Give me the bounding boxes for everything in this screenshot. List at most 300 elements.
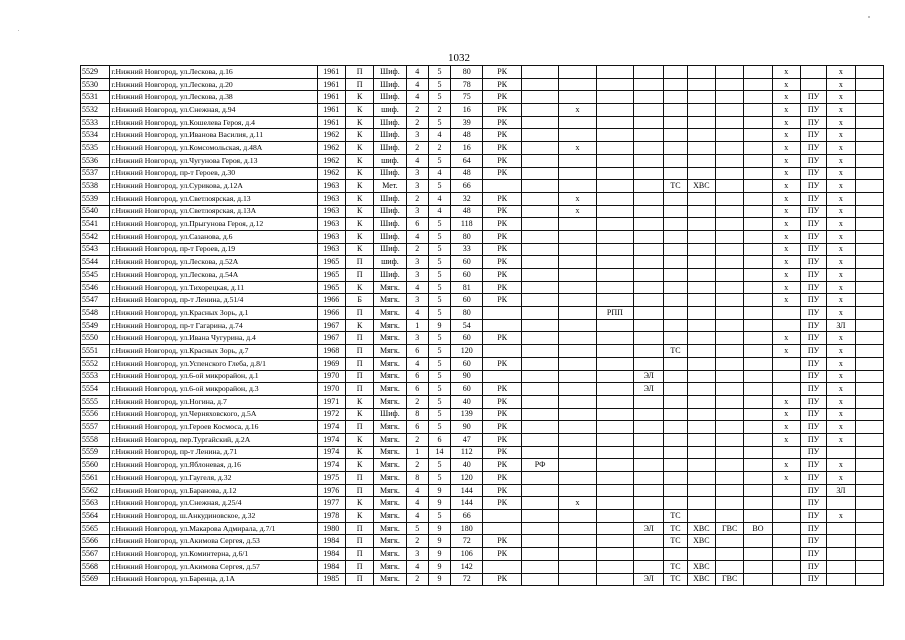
- housing-register-table: [80, 65, 884, 586]
- cell-col-extra: [855, 510, 883, 523]
- cell-col-hvs: [687, 370, 715, 383]
- cell-col-extra: [855, 116, 883, 129]
- cell-apartments: 32: [451, 192, 483, 205]
- cell-col-gvs: [715, 281, 743, 294]
- cell-col-mark: х: [772, 218, 800, 231]
- cell-col-x: х: [559, 192, 596, 205]
- cell-col-rf: [521, 154, 558, 167]
- cell-col-extra: [855, 472, 883, 485]
- cell-house-number: 5567: [81, 548, 110, 561]
- cell-col-zl: х: [827, 357, 855, 370]
- cell-wall-material: К: [345, 154, 373, 167]
- cell-col-rf: [521, 560, 558, 573]
- cell-roof-type: Мягк.: [374, 281, 406, 294]
- cell-col-gvs: [715, 319, 743, 332]
- cell-col-gvs: [715, 91, 743, 104]
- cell-col-ts: [664, 370, 687, 383]
- cell-entrances: 4: [406, 230, 428, 243]
- cell-roof-type: Мягк.: [374, 370, 406, 383]
- cell-entrances: 2: [406, 535, 428, 548]
- cell-build-year: 1970: [317, 383, 345, 396]
- table-row: [81, 269, 884, 282]
- cell-entrances: 6: [406, 383, 428, 396]
- cell-col-rf: [521, 484, 558, 497]
- cell-apartments: 39: [451, 116, 483, 129]
- cell-house-number: 5548: [81, 307, 110, 320]
- cell-build-year: 1961: [317, 78, 345, 91]
- cell-roof-type: Мягк.: [374, 319, 406, 332]
- cell-build-year: 1971: [317, 395, 345, 408]
- cell-col-vo: [744, 269, 772, 282]
- cell-col-gvs: [715, 383, 743, 396]
- cell-col-mark: х: [772, 459, 800, 472]
- cell-col-zl: х: [827, 91, 855, 104]
- cell-col-el: [634, 256, 664, 269]
- cell-build-year: 1985: [317, 573, 345, 586]
- cell-col-pu: ПУ: [800, 497, 826, 510]
- cell-build-year: 1962: [317, 154, 345, 167]
- cell-col-rpp: [596, 510, 633, 523]
- cell-apartments: 72: [451, 573, 483, 586]
- cell-house-number: 5532: [81, 104, 110, 117]
- cell-col-mark: х: [772, 408, 800, 421]
- table-row: [81, 472, 884, 485]
- cell-col-el: [634, 180, 664, 193]
- cell-col-rpp: [596, 281, 633, 294]
- cell-col-rpp: [596, 370, 633, 383]
- cell-col-rpp: [596, 548, 633, 561]
- cell-build-year: 1961: [317, 66, 345, 79]
- cell-col-el: [634, 345, 664, 358]
- cell-col-rk: РК: [483, 395, 521, 408]
- table-row: [81, 104, 884, 117]
- cell-build-year: 1984: [317, 535, 345, 548]
- cell-floors: 9: [428, 548, 450, 561]
- cell-col-zl: [827, 535, 855, 548]
- cell-col-zl: х: [827, 421, 855, 434]
- cell-apartments: 48: [451, 167, 483, 180]
- cell-entrances: 6: [406, 421, 428, 434]
- table-row: [81, 510, 884, 523]
- cell-address: г.Нижний Новгород, ул.Лескова, д.38: [110, 91, 317, 104]
- cell-col-gvs: [715, 192, 743, 205]
- cell-col-x: [559, 332, 596, 345]
- cell-address: г.Нижний Новгород, ул.Ивана Чугурина, д.4: [110, 332, 317, 345]
- cell-col-gvs: [715, 510, 743, 523]
- cell-col-zl: ЗЛ: [827, 319, 855, 332]
- cell-roof-type: Шиф.: [374, 116, 406, 129]
- cell-floors: 9: [428, 497, 450, 510]
- cell-col-x: [559, 395, 596, 408]
- cell-col-extra: [855, 573, 883, 586]
- cell-col-x: [559, 281, 596, 294]
- cell-col-gvs: [715, 167, 743, 180]
- cell-col-extra: [855, 269, 883, 282]
- cell-col-x: [559, 129, 596, 142]
- cell-house-number: 5530: [81, 78, 110, 91]
- cell-build-year: 1963: [317, 205, 345, 218]
- cell-apartments: 75: [451, 91, 483, 104]
- cell-col-el: [634, 205, 664, 218]
- table-row: [81, 421, 884, 434]
- cell-roof-type: Шиф.: [374, 129, 406, 142]
- cell-address: г.Нижний Новгород, ул.Снежная, д.25/4: [110, 497, 317, 510]
- cell-col-hvs: [687, 192, 715, 205]
- cell-wall-material: К: [345, 230, 373, 243]
- cell-col-el: [634, 357, 664, 370]
- cell-address: г.Нижний Новгород, ул.Акимова Сергея, д.57: [110, 560, 317, 573]
- cell-col-hvs: [687, 307, 715, 320]
- cell-col-vo: [744, 345, 772, 358]
- cell-floors: 5: [428, 154, 450, 167]
- cell-col-zl: х: [827, 256, 855, 269]
- cell-col-hvs: ХВС: [687, 573, 715, 586]
- cell-col-rk: РК: [483, 66, 521, 79]
- cell-col-ts: [664, 129, 687, 142]
- cell-build-year: 1968: [317, 345, 345, 358]
- table-row: [81, 167, 884, 180]
- cell-col-hvs: [687, 91, 715, 104]
- cell-col-ts: [664, 91, 687, 104]
- cell-col-zl: х: [827, 408, 855, 421]
- cell-floors: 5: [428, 395, 450, 408]
- cell-col-zl: х: [827, 269, 855, 282]
- cell-col-rf: [521, 218, 558, 231]
- cell-roof-type: Мягк.: [374, 535, 406, 548]
- cell-col-ts: [664, 357, 687, 370]
- cell-col-rpp: [596, 535, 633, 548]
- cell-col-gvs: [715, 294, 743, 307]
- cell-address: г.Нижний Новгород, пр-т Ленина, д.51/4: [110, 294, 317, 307]
- cell-col-gvs: [715, 104, 743, 117]
- cell-col-el: [634, 218, 664, 231]
- cell-col-rf: [521, 345, 558, 358]
- cell-col-gvs: [715, 230, 743, 243]
- cell-roof-type: Мягк.: [374, 332, 406, 345]
- cell-address: г.Нижний Новгород, ул.Комсомольская, д.48А: [110, 142, 317, 155]
- cell-col-ts: [664, 459, 687, 472]
- cell-wall-material: П: [345, 548, 373, 561]
- cell-col-zl: х: [827, 395, 855, 408]
- cell-roof-type: Мягк.: [374, 294, 406, 307]
- cell-col-hvs: [687, 129, 715, 142]
- cell-floors: 6: [428, 433, 450, 446]
- cell-col-rpp: РПП: [596, 307, 633, 320]
- cell-wall-material: К: [345, 167, 373, 180]
- cell-col-ts: [664, 218, 687, 231]
- cell-col-rf: РФ: [521, 459, 558, 472]
- cell-col-rf: [521, 192, 558, 205]
- cell-col-rk: РК: [483, 535, 521, 548]
- cell-col-rk: РК: [483, 205, 521, 218]
- cell-col-extra: [855, 281, 883, 294]
- cell-col-x: [559, 345, 596, 358]
- cell-floors: 5: [428, 421, 450, 434]
- cell-floors: 5: [428, 370, 450, 383]
- cell-col-mark: х: [772, 294, 800, 307]
- cell-col-gvs: [715, 472, 743, 485]
- cell-col-vo: [744, 319, 772, 332]
- cell-house-number: 5541: [81, 218, 110, 231]
- cell-build-year: 1984: [317, 548, 345, 561]
- cell-col-rpp: [596, 243, 633, 256]
- cell-col-pu: ПУ: [800, 192, 826, 205]
- cell-col-ts: ТС: [664, 573, 687, 586]
- cell-wall-material: П: [345, 66, 373, 79]
- cell-col-mark: х: [772, 129, 800, 142]
- cell-col-vo: [744, 472, 772, 485]
- cell-col-el: [634, 446, 664, 459]
- cell-col-gvs: [715, 78, 743, 91]
- cell-address: г.Нижний Новгород, ул.Тихорецкая, д.11: [110, 281, 317, 294]
- cell-col-mark: [772, 497, 800, 510]
- cell-floors: 4: [428, 129, 450, 142]
- cell-col-ts: ТС: [664, 535, 687, 548]
- cell-col-extra: [855, 345, 883, 358]
- table-row: [81, 573, 884, 586]
- cell-col-vo: [744, 510, 772, 523]
- cell-col-zl: х: [827, 459, 855, 472]
- cell-build-year: 1978: [317, 510, 345, 523]
- cell-col-el: ЭЛ: [634, 522, 664, 535]
- cell-build-year: 1963: [317, 218, 345, 231]
- cell-roof-type: Мягк.: [374, 357, 406, 370]
- cell-col-extra: [855, 522, 883, 535]
- cell-roof-type: Шиф.: [374, 192, 406, 205]
- cell-col-rf: [521, 307, 558, 320]
- cell-col-zl: х: [827, 307, 855, 320]
- table-row: [81, 294, 884, 307]
- cell-col-hvs: [687, 472, 715, 485]
- cell-col-mark: х: [772, 116, 800, 129]
- cell-roof-type: Мягк.: [374, 497, 406, 510]
- cell-col-rf: [521, 116, 558, 129]
- cell-address: г.Нижний Новгород, ул.Лескова, д.52А: [110, 256, 317, 269]
- table-row: [81, 370, 884, 383]
- cell-col-ts: [664, 408, 687, 421]
- cell-build-year: 1961: [317, 104, 345, 117]
- cell-col-x: х: [559, 104, 596, 117]
- cell-col-rk: РК: [483, 408, 521, 421]
- table-row: [81, 180, 884, 193]
- cell-col-rk: РК: [483, 383, 521, 396]
- cell-col-gvs: [715, 154, 743, 167]
- cell-col-rk: РК: [483, 91, 521, 104]
- cell-col-x: [559, 116, 596, 129]
- cell-col-rpp: [596, 433, 633, 446]
- cell-col-el: [634, 294, 664, 307]
- cell-col-gvs: [715, 433, 743, 446]
- cell-col-vo: [744, 307, 772, 320]
- cell-entrances: 3: [406, 256, 428, 269]
- cell-col-rf: [521, 573, 558, 586]
- cell-col-rf: [521, 319, 558, 332]
- cell-col-mark: х: [772, 104, 800, 117]
- cell-col-vo: [744, 433, 772, 446]
- cell-apartments: 60: [451, 269, 483, 282]
- table-row: [81, 395, 884, 408]
- cell-col-el: [634, 408, 664, 421]
- cell-floors: 9: [428, 535, 450, 548]
- cell-col-zl: х: [827, 294, 855, 307]
- cell-col-vo: [744, 421, 772, 434]
- cell-address: г.Нижний Новгород, ул.Успенского Глеба, д.8/1: [110, 357, 317, 370]
- cell-entrances: 4: [406, 66, 428, 79]
- cell-entrances: 2: [406, 192, 428, 205]
- cell-col-gvs: [715, 484, 743, 497]
- cell-wall-material: П: [345, 78, 373, 91]
- cell-entrances: 3: [406, 294, 428, 307]
- cell-col-mark: х: [772, 472, 800, 485]
- cell-col-rpp: [596, 116, 633, 129]
- cell-col-mark: х: [772, 345, 800, 358]
- cell-col-rk: [483, 522, 521, 535]
- cell-col-hvs: ХВС: [687, 560, 715, 573]
- cell-col-rpp: [596, 472, 633, 485]
- cell-floors: 5: [428, 78, 450, 91]
- cell-col-extra: [855, 459, 883, 472]
- cell-col-extra: [855, 205, 883, 218]
- cell-house-number: 5552: [81, 357, 110, 370]
- cell-apartments: 60: [451, 332, 483, 345]
- cell-entrances: 2: [406, 433, 428, 446]
- cell-col-ts: [664, 319, 687, 332]
- table-row: [81, 459, 884, 472]
- cell-house-number: 5557: [81, 421, 110, 434]
- cell-wall-material: К: [345, 446, 373, 459]
- cell-col-pu: ПУ: [800, 205, 826, 218]
- cell-col-rf: [521, 142, 558, 155]
- cell-col-el: ЭЛ: [634, 370, 664, 383]
- cell-col-pu: ПУ: [800, 307, 826, 320]
- cell-floors: 5: [428, 66, 450, 79]
- cell-col-mark: [772, 357, 800, 370]
- cell-entrances: 6: [406, 218, 428, 231]
- cell-address: г.Нижний Новгород, ш.Анкудиновское, д.32: [110, 510, 317, 523]
- cell-col-pu: ПУ: [800, 154, 826, 167]
- cell-col-rk: [483, 560, 521, 573]
- cell-col-hvs: [687, 167, 715, 180]
- cell-apartments: 60: [451, 357, 483, 370]
- cell-wall-material: П: [345, 472, 373, 485]
- table-row: [81, 142, 884, 155]
- cell-col-rpp: [596, 522, 633, 535]
- cell-col-hvs: [687, 269, 715, 282]
- cell-col-vo: [744, 535, 772, 548]
- cell-entrances: 2: [406, 573, 428, 586]
- cell-col-x: [559, 91, 596, 104]
- cell-col-rf: [521, 78, 558, 91]
- cell-address: г.Нижний Новгород, ул.Светлоярская, д.13: [110, 192, 317, 205]
- cell-floors: 5: [428, 269, 450, 282]
- cell-col-pu: ПУ: [800, 535, 826, 548]
- cell-roof-type: Шиф.: [374, 91, 406, 104]
- cell-col-x: [559, 408, 596, 421]
- cell-col-mark: [772, 383, 800, 396]
- cell-address: г.Нижний Новгород, пр-т Героев, д.30: [110, 167, 317, 180]
- cell-address: г.Нижний Новгород, ул.Снежная, д.94: [110, 104, 317, 117]
- cell-wall-material: К: [345, 395, 373, 408]
- cell-col-rk: РК: [483, 243, 521, 256]
- cell-col-vo: [744, 154, 772, 167]
- cell-col-ts: ТС: [664, 560, 687, 573]
- cell-entrances: 3: [406, 332, 428, 345]
- cell-col-extra: [855, 383, 883, 396]
- cell-wall-material: К: [345, 433, 373, 446]
- cell-build-year: 1980: [317, 522, 345, 535]
- cell-col-vo: [744, 142, 772, 155]
- cell-col-rf: [521, 510, 558, 523]
- cell-roof-type: Мягк.: [374, 446, 406, 459]
- cell-build-year: 1963: [317, 243, 345, 256]
- cell-col-rk: РК: [483, 573, 521, 586]
- cell-col-extra: [855, 357, 883, 370]
- cell-col-zl: [827, 573, 855, 586]
- cell-col-pu: [800, 66, 826, 79]
- cell-entrances: 4: [406, 154, 428, 167]
- cell-col-extra: [855, 408, 883, 421]
- cell-apartments: 16: [451, 142, 483, 155]
- cell-house-number: 5560: [81, 459, 110, 472]
- cell-col-extra: [855, 91, 883, 104]
- cell-col-x: [559, 560, 596, 573]
- scan-speck: [18, 30, 19, 31]
- cell-wall-material: К: [345, 243, 373, 256]
- cell-build-year: 1969: [317, 357, 345, 370]
- table-row: [81, 497, 884, 510]
- cell-col-x: х: [559, 497, 596, 510]
- cell-col-zl: [827, 560, 855, 573]
- cell-col-hvs: [687, 142, 715, 155]
- cell-roof-type: Мягк.: [374, 560, 406, 573]
- cell-house-number: 5534: [81, 129, 110, 142]
- cell-entrances: 5: [406, 522, 428, 535]
- cell-apartments: 48: [451, 205, 483, 218]
- cell-col-extra: [855, 66, 883, 79]
- table-row: [81, 256, 884, 269]
- cell-col-gvs: [715, 535, 743, 548]
- cell-col-extra: [855, 446, 883, 459]
- cell-wall-material: К: [345, 129, 373, 142]
- cell-col-rf: [521, 205, 558, 218]
- cell-entrances: 3: [406, 548, 428, 561]
- cell-col-ts: [664, 307, 687, 320]
- cell-col-x: [559, 243, 596, 256]
- cell-house-number: 5559: [81, 446, 110, 459]
- cell-col-hvs: [687, 408, 715, 421]
- register-body: [81, 66, 884, 586]
- cell-build-year: 1965: [317, 269, 345, 282]
- cell-col-rpp: [596, 66, 633, 79]
- cell-col-x: [559, 573, 596, 586]
- cell-col-el: [634, 129, 664, 142]
- cell-build-year: 1984: [317, 560, 345, 573]
- cell-address: г.Нижний Новгород, ул.Яблоневая, д.16: [110, 459, 317, 472]
- cell-col-extra: [855, 230, 883, 243]
- cell-col-rf: [521, 383, 558, 396]
- cell-col-ts: [664, 433, 687, 446]
- cell-col-rk: РК: [483, 484, 521, 497]
- cell-build-year: 1977: [317, 497, 345, 510]
- cell-col-mark: х: [772, 395, 800, 408]
- cell-col-rpp: [596, 230, 633, 243]
- cell-col-ts: ТС: [664, 510, 687, 523]
- cell-col-rk: РК: [483, 167, 521, 180]
- cell-col-pu: ПУ: [800, 510, 826, 523]
- cell-col-gvs: [715, 408, 743, 421]
- cell-col-rpp: [596, 104, 633, 117]
- cell-col-extra: [855, 560, 883, 573]
